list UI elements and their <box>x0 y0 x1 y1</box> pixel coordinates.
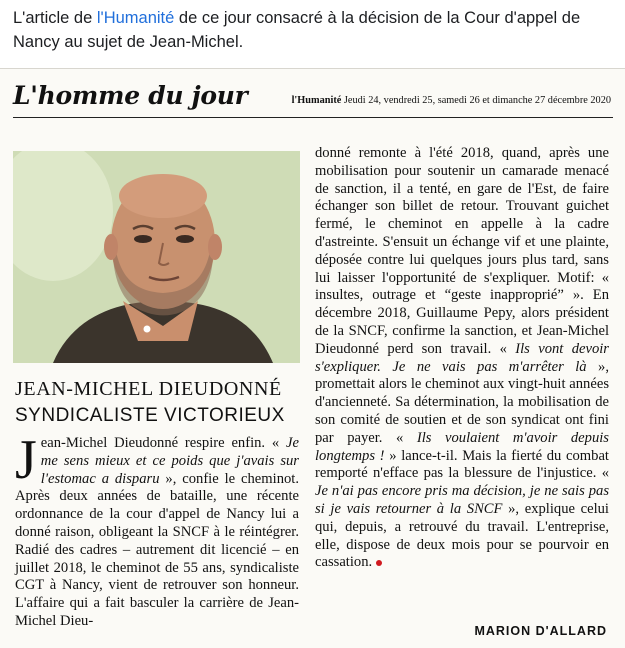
dropcap: J <box>15 429 37 491</box>
post-caption <box>13 6 613 54</box>
author-signature: MARION D'ALLARD <box>474 624 607 638</box>
article-text: donné remonte à l'été 2018, quand, après une mobilisation pour soutenir un camarade menacé de sanction, il a tenté, en gare de l'Est, de faire échanger son billet de retour. Trouvant guichet fermé, le cheminot en appelle à la cadre d'astreinte. S'ensuit un échange vif et une plainte, déposée contre lui quelques jours plus tard, sans lui laisser l'opportunité de s'expliquer. Motif: « insultes, outrage et “geste inapproprié” ». En décembre 2018, Guillaume Pepy, alors président de la SNCF, confirme la sanction, et Jean-Michel Dieudonné perd son travail. « <box>315 145 609 357</box>
dateline <box>292 95 611 106</box>
person-role: SYNDICALISTE VICTORIEUX <box>15 405 285 426</box>
rubric-title: L'homme du jour <box>13 81 248 110</box>
portrait-illustration <box>13 151 300 363</box>
article-quote: Je n'ai pas encore pris ma décision, je ne sais pas si je vais retourner à la SNCF <box>315 483 609 517</box>
article-text: ean-Michel Dieudonné respire enfin. « <box>40 435 287 451</box>
article-quote: Je me sens mieux et ce poids que j'avais sur l'estomac a disparu <box>40 435 299 487</box>
humanite-link[interactable]: l'Humanité <box>96 9 175 27</box>
caption-text-start: L'article de <box>13 9 97 27</box>
caption-text-end: de ce jour consacré à la décision de la Cour d'appel de Nancy au sujet de Jean-Michel. <box>13 9 581 51</box>
article-column-right <box>315 145 609 572</box>
article-column-left <box>15 429 299 631</box>
portrait-photo <box>13 151 300 363</box>
paper-name: l'Humanité <box>291 95 342 106</box>
article-text: », promettait alors le cheminot aux vingt-huit années d'ancienneté. Sa détermination, la mobilisation de son comité de soutien et de son syndicat ont fini par payer. « <box>315 358 610 446</box>
end-mark-icon <box>376 560 382 566</box>
issue-date: Jeudi 24, vendredi 25, samedi 26 et dimanche 27 décembre 2020 <box>341 95 611 106</box>
article-text: », confie le cheminot. Après deux années de bataille, une récente ordonnance de la cour d'appel de Nancy lui a donné raison, obligeant la SNCF à le réintégrer. Radié des cadres – autrement dit licencié – en juillet 2018, le cheminot de 55 ans, syndicaliste CGT à Nancy, vient de retrouver son honneur. L'affaire qui a fait basculer la carrière de Jean-Michel Dieu- <box>15 470 299 629</box>
article-text: », explique celui qui, depuis, a retrouvé du travail. L'entreprise, elle, dispose de deux mois pour se pourvoir en cassation. <box>315 500 609 571</box>
article-text: » lance-t-il. Mais la fierté du combat remporté n'efface pas la blessure de l'injustice. « <box>315 447 609 482</box>
person-name: JEAN-MICHEL DIEUDONNÉ <box>15 378 282 400</box>
article-quote: Ils voulaient m'avoir depuis longtemps ! <box>315 429 609 464</box>
newspaper-clipping <box>0 68 625 648</box>
article-quote: Ils vont devoir s'expliquer. Je ne vais pas m'arrêter là <box>315 340 609 375</box>
masthead <box>13 83 613 118</box>
